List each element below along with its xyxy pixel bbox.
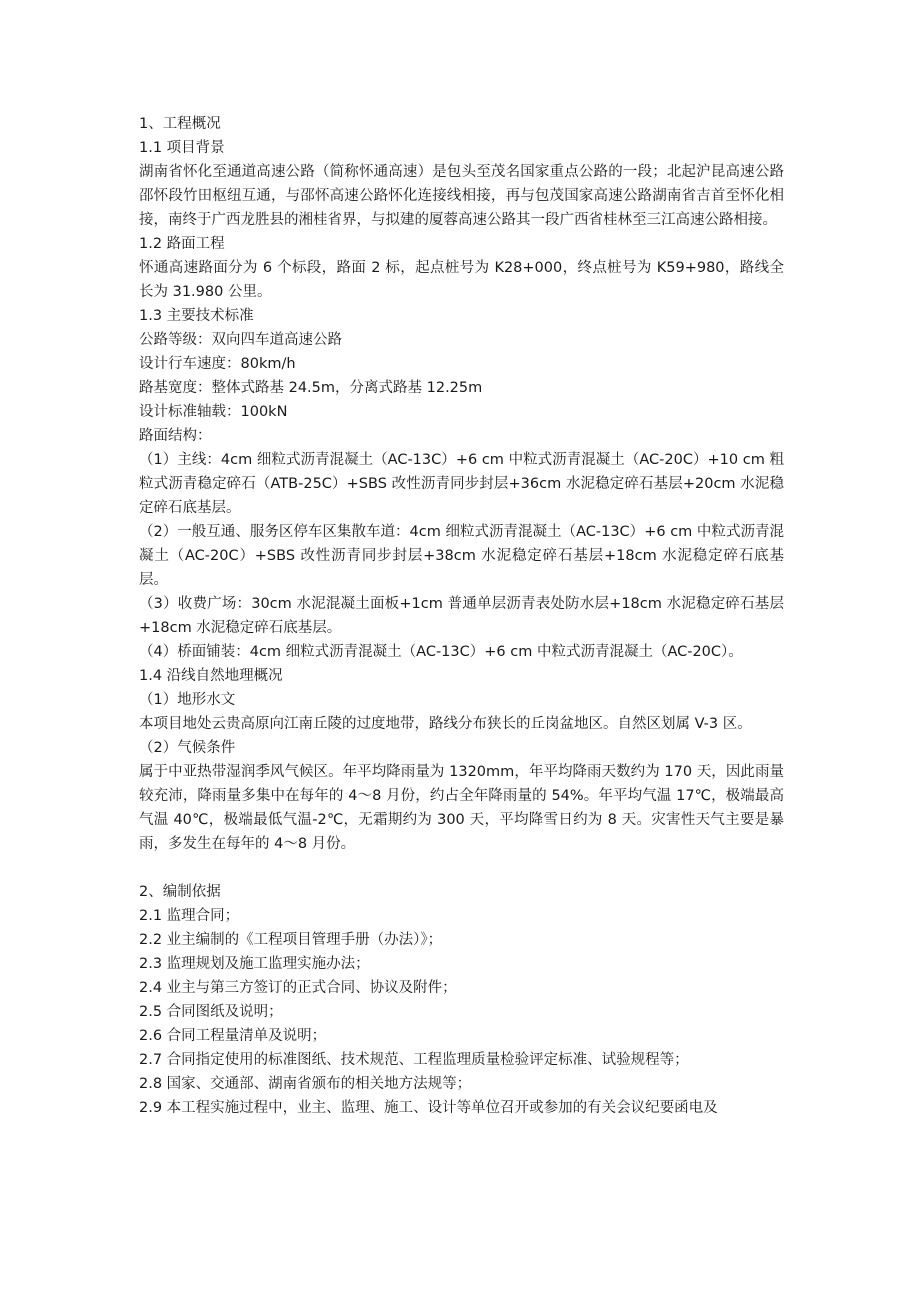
section-2-heading: 2、编制依据 (139, 884, 221, 900)
basis-item: 2.8 国家、交通部、湖南省颁布的相关地方法规等； (139, 1076, 472, 1092)
section-1-2-body: 怀通高速路面分为 6 个标段，路面 2 标，起点桩号为 K28+000，终点桩号为 K59+980，路线全长为 31.980 公里。 (139, 260, 784, 300)
section-1-3-title: 1.3 主要技术标准 (139, 308, 254, 324)
design-axle-load: 设计标准轴载：100kN (139, 404, 288, 420)
climate-body: 属于中亚热带湿润季风气候区。年平均降雨量为 1320mm，年平均降雨天数约为 170 天，因此雨量较充沛，降雨量多集中在每年的 4～8 月份，约占全年降雨量的 54%。年平均气温 17℃，极端最高气温 40℃，极端最低气温-2℃，无霜期约为 300 天，平均降雪日约为 8 天。灾害性天气主要是暴雨，多发生在每年的 4～8 月份。 (139, 764, 784, 852)
section-1-heading: 1、工程概况 (139, 116, 221, 132)
section-1-2-title: 1.2 路面工程 (139, 236, 225, 252)
section-1-1-title: 1.1 项目背景 (139, 140, 225, 156)
subgrade-width: 路基宽度：整体式路基 24.5m，分离式路基 12.25m (139, 380, 483, 396)
pavement-structure-item: （3）收费广场：30cm 水泥混凝土面板+1cm 普通单层沥青表处防水层+18cm 水泥稳定碎石基层+18cm 水泥稳定碎石底基层。 (139, 596, 784, 636)
basis-item: 2.5 合同图纸及说明； (139, 1004, 283, 1020)
basis-item: 2.9 本工程实施过程中，业主、监理、施工、设计等单位召开或参加的有关会议纪要函电及 (139, 1100, 718, 1116)
road-grade: 公路等级：双向四车道高速公路 (139, 332, 342, 348)
document-body (139, 112, 784, 1120)
terrain-body: 本项目地处云贵高原向江南丘陵的过度地带，路线分布狭长的丘岗盆地区。自然区划属 V-3 区。 (139, 716, 752, 732)
basis-item: 2.4 业主与第三方签订的正式合同、协议及附件； (139, 980, 457, 996)
basis-item: 2.6 合同工程量清单及说明； (139, 1028, 327, 1044)
basis-item: 2.3 监理规划及施工监理实施办法； (139, 956, 370, 972)
section-1-1-body: 湖南省怀化至通道高速公路（简称怀通高速）是包头至茂名国家重点公路的一段；北起沪昆高速公路邵怀段竹田枢纽互通，与邵怀高速公路怀化连接线相接，再与包茂国家高速公路湖南省吉首至怀化相接，南终于广西龙胜县的湘桂省界，与拟建的厦蓉高速公路其一段广西省桂林至三江高速公路相接。 (139, 164, 784, 228)
terrain-title: （1）地形水文 (139, 692, 236, 708)
basis-item: 2.7 合同指定使用的标准图纸、技术规范、工程监理质量检验评定标准、试验规程等； (139, 1052, 689, 1068)
paragraph-spacer (139, 856, 784, 880)
basis-item: 2.1 监理合同； (139, 908, 240, 924)
pavement-structure-item: （2）一般互通、服务区停车区集散车道：4cm 细粒式沥青混凝土（AC-13C）+6 cm 中粒式沥青混凝土（AC-20C）+SBS 改性沥青同步封层+38cm 水泥稳定碎石基层+18cm 水泥稳定碎石底基层。 (139, 524, 784, 588)
climate-title: （2）气候条件 (139, 740, 236, 756)
pavement-structure-label: 路面结构： (139, 428, 212, 444)
section-1-4-title: 1.4 沿线自然地理概况 (139, 668, 283, 684)
pavement-structure-item: （1）主线：4cm 细粒式沥青混凝土（AC-13C）+6 cm 中粒式沥青混凝土（AC-20C）+10 cm 粗粒式沥青稳定碎石（ATB-25C）+SBS 改性沥青同步封层+36cm 水泥稳定碎石基层+20cm 水泥稳定碎石底基层。 (139, 452, 784, 516)
design-speed: 设计行车速度：80km/h (139, 356, 296, 372)
pavement-structure-item: （4）桥面铺装：4cm 细粒式沥青混凝土（AC-13C）+6 cm 中粒式沥青混凝土（AC-20C）。 (139, 644, 743, 660)
basis-item: 2.2 业主编制的《工程项目管理手册（办法）》； (139, 932, 443, 948)
